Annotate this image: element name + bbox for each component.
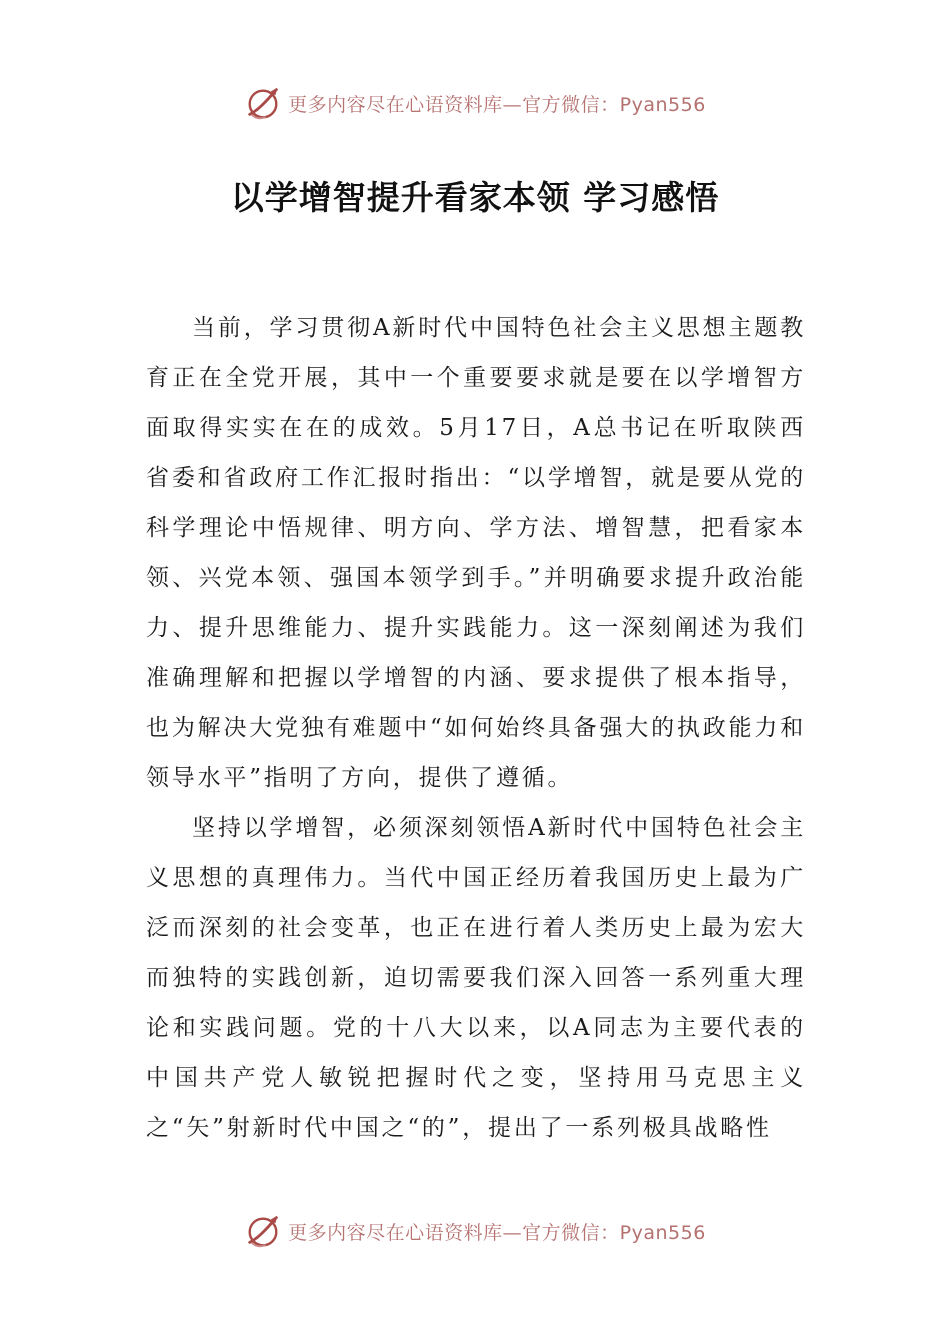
header-banner [0,80,950,126]
footer-banner [0,1208,950,1254]
banner-text: 更多内容尽在心语资料库—官方微信：Pyan556 [288,93,706,116]
pen-nib-logo-icon [244,1212,282,1250]
wechat-handle: Pyan556 [619,93,706,116]
paragraph: 坚持以学增智，必须深刻领悟A新时代中国特色社会主义思想的真理伟力。当代中国正经历着我国历史上最为广泛而深刻的社会变革，也正在进行着人类历史上最为宏大而独特的实践创新，迫切需要我们深入回答一系列重大理论和实践问题。党的十八大以来，以A同志为主要代表的中国共产党人敏锐把握时代之变，坚持用马克思主义之“矢”射新时代中国之“的”，提出了一系列极具战略性 [146,815,806,1141]
document-title: 以学增智提升看家本领 学习感悟 [230,178,720,217]
wechat-handle: Pyan556 [619,1221,706,1244]
document-body [146,303,806,1153]
banner-text: 更多内容尽在心语资料库—官方微信：Pyan556 [288,1221,706,1244]
pen-nib-logo-icon [244,84,282,122]
paragraph: 当前，学习贯彻A新时代中国特色社会主义思想主题教育正在全党开展，其中一个重要要求就是要在以学增智方面取得实实在在的成效。5月17日，A总书记在听取陕西省委和省政府工作汇报时指出：“以学增智，就是要从党的科学理论中悟规律、明方向、学方法、增智慧，把看家本领、兴党本领、强国本领学到手。”并明确要求提升政治能力、提升思维能力、提升实践能力。这一深刻阐述为我们准确理解和把握以学增智的内涵、要求提供了根本指导，也为解决大党独有难题中“如何始终具备强大的执政能力和领导水平”指明了方向，提供了遵循。 [146,315,806,791]
